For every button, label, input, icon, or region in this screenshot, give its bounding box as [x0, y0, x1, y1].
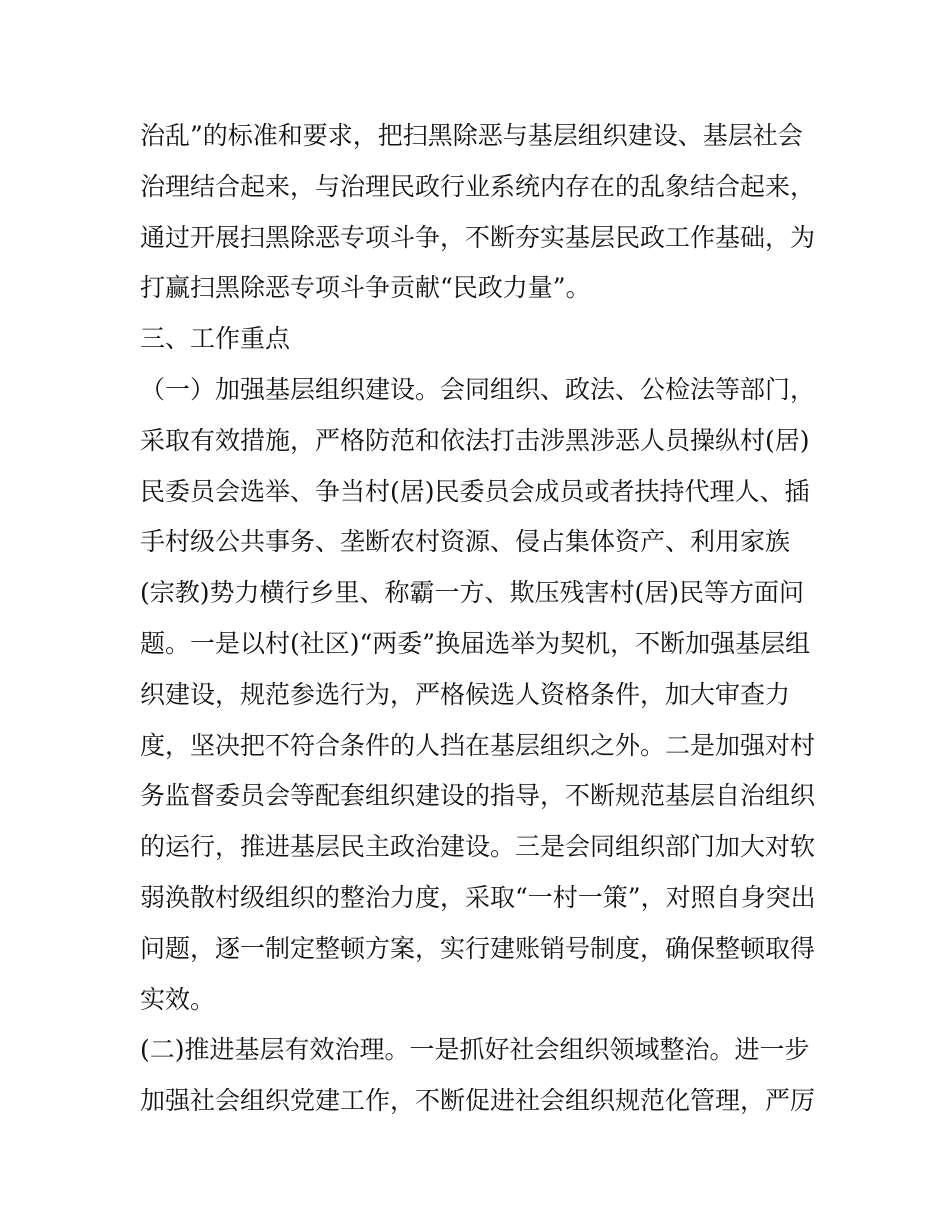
text-line: 民委员会选举、争当村(居)民委员会成员或者扶持代理人、插 — [140, 476, 810, 506]
document-body — [140, 111, 820, 1127]
text-line: 手村级公共事务、垄断农村资源、侵占集体资产、利用家族 — [140, 527, 791, 557]
text-line: 实效。 — [140, 984, 216, 1014]
text-line: 加强社会组织党建工作，不断促进社会组织规范化管理，严厉 — [140, 1086, 816, 1116]
text-line: (宗教)势力横行乡里、称霸一方、欺压残害村(居)民等方面问 — [140, 578, 805, 608]
text-line: （一）加强基层组织建设。会同组织、政法、公检法等部门， — [140, 374, 816, 404]
text-line: 的运行，推进基层民主政治建设。三是会同组织部门加大对软 — [140, 832, 816, 862]
text-line: 治理结合起来，与治理民政行业系统内存在的乱象结合起来， — [140, 171, 816, 201]
text-line: 采取有效措施，严格防范和依法打击涉黑涉恶人员操纵村(居) — [140, 425, 810, 455]
text-line: 治乱”的标准和要求，把扫黑除恶与基层组织建设、基层社会 — [140, 121, 803, 150]
text-line: 织建设，规范参选行为，严格候选人资格条件，加大审查力 — [140, 679, 791, 709]
text-line: 问题，逐一制定整顿方案，实行建账销号制度，确保整顿取得 — [140, 933, 816, 963]
text-line: 务监督委员会等配套组织建设的指导，不断规范基层自治组织 — [140, 781, 816, 811]
text-line: 度，坚决把不符合条件的人挡在基层组织之外。二是加强对村 — [140, 730, 816, 760]
section-heading: 三、工作重点 — [140, 324, 291, 354]
text-line: (二)推进基层有效治理。一是抓好社会组织领域整治。进一步 — [140, 1035, 810, 1065]
text-line: 题。一是以村(社区)“两委”换届选举为契机，不断加强基层组 — [140, 628, 811, 658]
text-line: 打赢扫黑除恶专项斗争贡献“民政力量”。 — [140, 273, 591, 303]
text-line: 通过开展扫黑除恶专项斗争，不断夯实基层民政工作基础，为 — [140, 222, 816, 252]
text-line: 弱涣散村级组织的整治力度，采取“一村一策”，对照自身突出 — [140, 882, 816, 912]
